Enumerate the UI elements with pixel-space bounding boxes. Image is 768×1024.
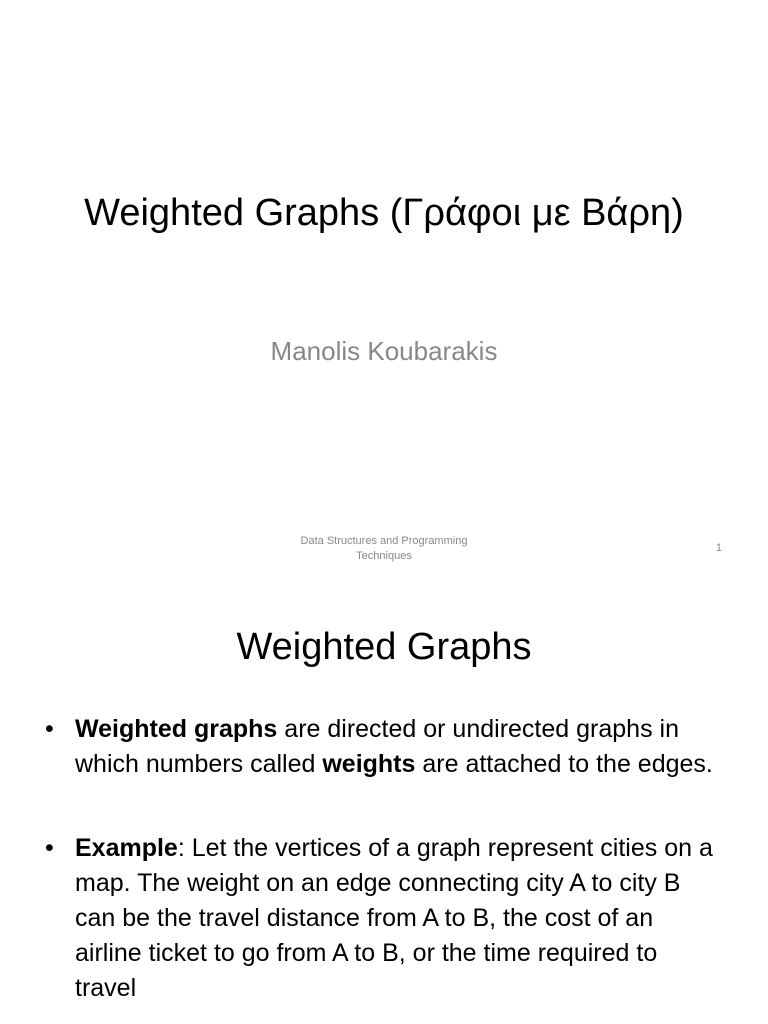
bullet-item [45,712,715,782]
slide-title: Weighted Graphs (Γράφοι με Βάρη) [84,192,684,234]
bold-term: Example [75,834,178,862]
slide-subtitle-author: Manolis Koubarakis [270,336,498,366]
bullet-text: are attached to the edges. [415,750,713,778]
bullet-list [45,712,715,1024]
bullet-text: : Let the vertices of a graph represent cities on a map. The weight on an edge connecting city A to city B can be the travel distance from A to B, the cost of an airline ticket to go from A to B, or the time required to travel [75,834,713,1002]
slide-title: Weighted Graphs [236,626,532,668]
bullet-item [45,831,715,1006]
slide-2 [0,576,768,1024]
bullet-text: are directed or undirected graphs in which numbers called [75,715,679,778]
bullet-icon: • [45,715,54,743]
bullet-icon: • [45,834,54,862]
slide-number: 1 [715,542,722,554]
bold-term: weights [322,750,416,778]
slide-footer: Data Structures and Programming Techniques [300,535,468,562]
bold-term: Weighted graphs [75,715,278,743]
